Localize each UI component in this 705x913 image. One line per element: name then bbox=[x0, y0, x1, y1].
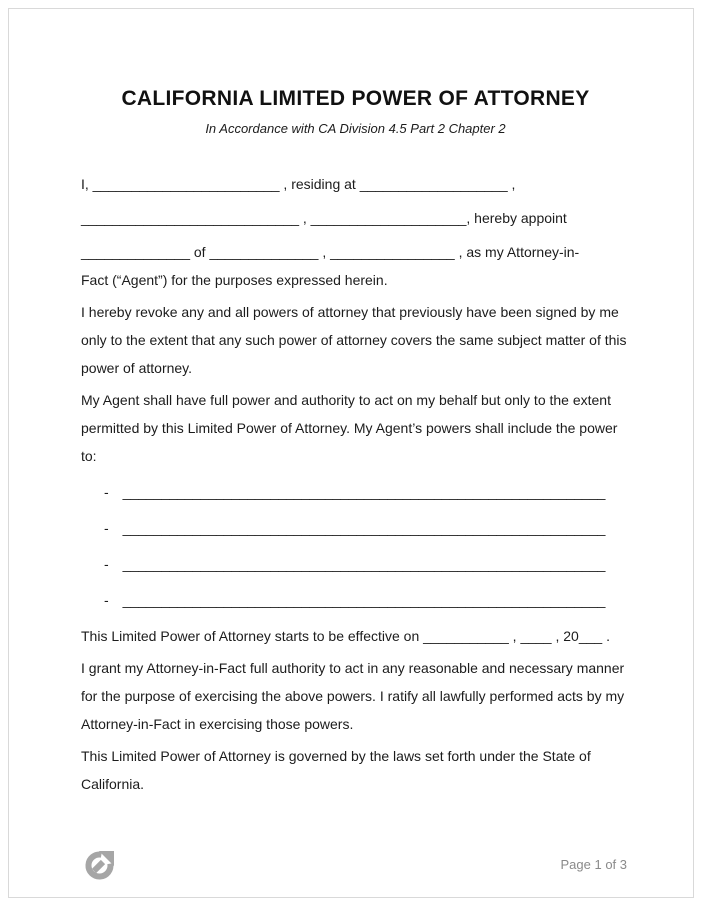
bullet-dash: - bbox=[104, 592, 109, 608]
power-blank-line: ______________________________________________________________ bbox=[122, 484, 606, 500]
document-page bbox=[8, 8, 694, 898]
governing-law-paragraph: This Limited Power of Attorney is governed by the laws set forth under the State of California. bbox=[81, 748, 591, 792]
principal-address-appoint-line: ____________________________ , ____________________, hereby appoint bbox=[81, 210, 567, 226]
agent-purpose-line: Fact (“Agent”) for the purposes expressed herein. bbox=[81, 272, 388, 288]
page-footer bbox=[84, 847, 627, 881]
document-subtitle: In Accordance with CA Division 4.5 Part 2 Chapter 2 bbox=[205, 121, 506, 136]
agent-name-address-line: ______________ of ______________ , ________________ , as my Attorney-in- bbox=[81, 244, 580, 260]
bullet-dash: - bbox=[104, 520, 109, 536]
bullet-dash: - bbox=[104, 556, 109, 572]
powers-blank-list bbox=[81, 478, 630, 614]
power-blank-line: ______________________________________________________________ bbox=[122, 592, 606, 608]
power-blank-line: ______________________________________________________________ bbox=[122, 556, 606, 572]
agent-powers-paragraph: My Agent shall have full power and authority to act on my behalf but only to the extent permitted by this Limited Power of Attorney. My Agent’s powers shall include the power to: bbox=[81, 392, 618, 464]
appointment-section bbox=[81, 170, 630, 294]
revocation-paragraph: I hereby revoke any and all powers of attorney that previously have been signed by me only to the extent that any such power of attorney covers the same subject matter of this power of attorney. bbox=[81, 304, 627, 376]
grant-of-authority-paragraph: I grant my Attorney-in-Fact full authority to act in any reasonable and necessary manner for the purpose of exercising the above powers. I ratify all lawfully performed acts by my Attorney-in-Fact in exercising those powers. bbox=[81, 660, 625, 732]
power-blank-row-3 bbox=[81, 550, 630, 578]
eforms-circular-arrow-logo-icon bbox=[84, 847, 118, 881]
power-blank-row-1 bbox=[81, 478, 630, 506]
principal-name-residence-line: I, ________________________ , residing at ___________________ , bbox=[81, 176, 516, 192]
document-title: CALIFORNIA LIMITED POWER OF ATTORNEY bbox=[121, 87, 590, 110]
document-body bbox=[81, 9, 630, 798]
power-blank-line: ______________________________________________________________ bbox=[122, 520, 606, 536]
page-indicator: Page 1 of 3 bbox=[560, 856, 627, 872]
effective-date-line: This Limited Power of Attorney starts to be effective on ___________ , ____ , 20___ . bbox=[81, 628, 610, 644]
power-blank-row-2 bbox=[81, 514, 630, 542]
bullet-dash: - bbox=[104, 484, 109, 500]
power-blank-row-4 bbox=[81, 586, 630, 614]
